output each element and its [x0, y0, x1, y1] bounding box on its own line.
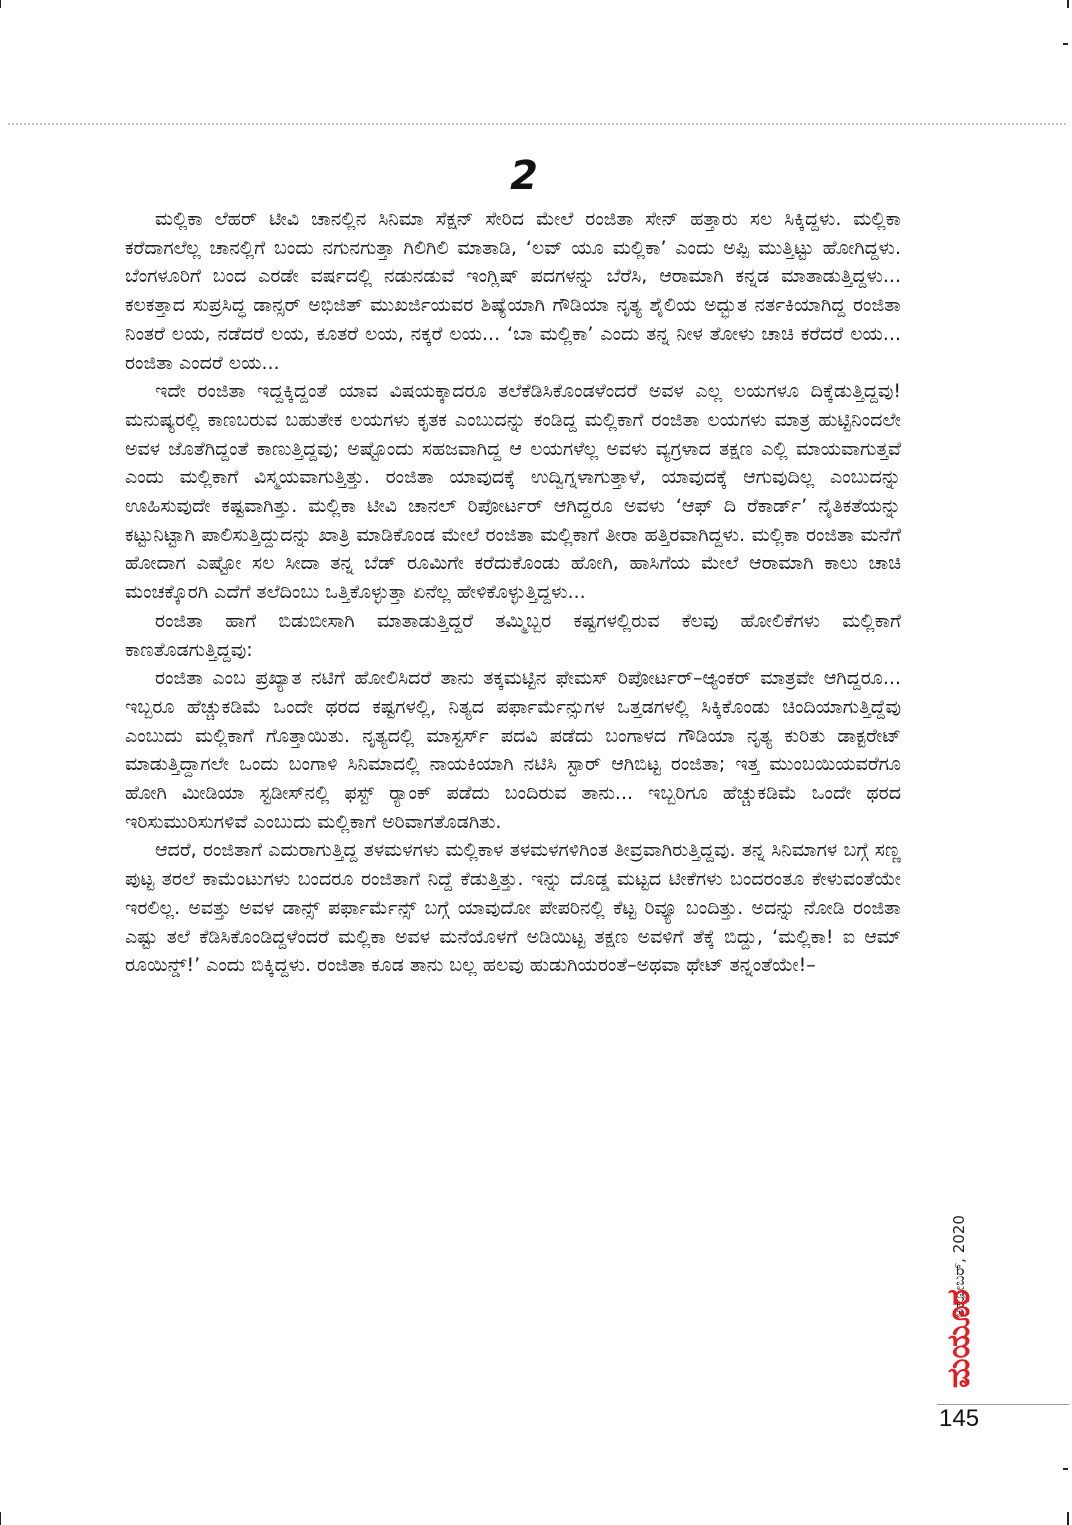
crop-mark — [1067, 1512, 1069, 1525]
issue-date-text: ಅಕ್ಟೋಬರ್, 2020 — [950, 1215, 968, 1318]
paragraph: ರಂಜಿತಾ ಹಾಗೆ ಬಿಡುಬೀಸಾಗಿ ಮಾತಾಡುತ್ತಿದ್ದರೆ ತಮ್ಮಿಬ್ಬರ ಕಷ್ಟಗಳಲ್ಲಿರುವ ಕೆಲವು ಹೋಲಿಕೆಗಳು ಮಲ್ಲಿಕಾಗೆ ಕಾಣತೊಡಗುತ್ತಿದ್ದವು: — [125, 609, 901, 661]
crop-mark — [0, 1512, 1, 1525]
magazine-name: ಮಯೂರ — [941, 1289, 977, 1388]
crop-mark — [1063, 1468, 1068, 1470]
header-dotted-rule — [8, 123, 1066, 125]
paragraph: ಮಲ್ಲಿಕಾ ಲೆಹರ್ ಟೀವಿ ಚಾನಲ್ಲಿನ ಸಿನಿಮಾ ಸೆಕ್ಷನ್ ಸೇರಿದ ಮೇಲೆ ರಂಜಿತಾ ಸೇನ್ ಹತ್ತಾರು ಸಲ ಸಿಕ್ಕಿದ್ದಳು. ಮಲ್ಲಿಕಾ ಕರೆದಾಗಲೆಲ್ಲ ಚಾನಲ್ಲಿಗೆ ಬಂದು ನಗುನಗುತ್ತಾ ಗಿಲಿಗಿಲಿ ಮಾತಾಡಿ, ‘ಲವ್ ಯೂ ಮಲ್ಲಿಕಾ’ ಎಂದು ಅಪ್ಪಿ ಮುತ್ತಿಟ್ಟು ಹೋಗಿದ್ದಳು. ಬೆಂಗಳೂರಿಗೆ ಬಂದ ಎರಡೇ ವರ್ಷದಲ್ಲಿ ನಡುನಡುವೆ ಇಂಗ್ಲಿಷ್ ಪದಗಳನ್ನು ಬೆರೆಸಿ, ಆರಾಮಾಗಿ ಕನ್ನಡ ಮಾತಾಡುತ್ತಿದ್ದಳು... ಕಲಕತ್ತಾದ ಸುಪ್ರಸಿದ್ಧ ಡಾನ್ಸರ್ ಅಭಿಜಿತ್ ಮುಖರ್ಜಿಯವರ ಶಿಷ್ಯೆಯಾಗಿ ಗೌಡಿಯಾ ನೃತ್ಯ ಶೈಲಿಯ ಅದ್ಭುತ ನರ್ತಕಿಯಾಗಿದ್ದ ರಂಜಿತಾ ನಿಂತರೆ ಲಯ, ನಡೆದರೆ ಲಯ, ಕೂತರೆ ಲಯ, ನಕ್ಕರೆ ಲಯ... ‘ಬಾ ಮಲ್ಲಿಕಾ’ ಎಂದು ತನ್ನ ನೀಳ ತೋಳು ಚಾಚಿ ಕರೆದರೆ ಲಯ... ರಂಜಿತಾ ಎಂದರೆ ಲಯ... — [125, 208, 901, 374]
crop-mark — [0, 0, 1, 8]
crop-mark — [1067, 0, 1069, 8]
crop-mark — [1063, 43, 1068, 45]
chapter-number: 2 — [510, 153, 538, 199]
paragraph: ರಂಜಿತಾ ಎಂಬ ಪ್ರಖ್ಯಾತ ನಟಿಗೆ ಹೋಲಿಸಿದರೆ ತಾನು ತಕ್ಕಮಟ್ಟಿನ ಫೇಮಸ್ ರಿಪೋರ್ಟರ್–ಆ್ಯಂಕರ್ ಮಾತ್ರವೇ ಆಗಿದ್ದರೂ... ಇಬ್ಬರೂ ಹೆಚ್ಚುಕಡಿಮೆ ಒಂದೇ ಥರದ ಕಷ್ಟಗಳಲ್ಲಿ, ನಿತ್ಯದ ಪರ್ಫಾರ್ಮೆನ್ಸುಗಳ ಒತ್ತಡಗಳಲ್ಲಿ ಸಿಕ್ಕಿಕೊಂಡು ಚಿಂದಿಯಾಗುತ್ತಿದ್ದೆವು ಎಂಬುದು ಮಲ್ಲಿಕಾಗೆ ಗೊತ್ತಾಯಿತು. ನೃತ್ಯದಲ್ಲಿ ಮಾಸ್ಟರ್ಸ್ ಪದವಿ ಪಡೆದು ಬಂಗಾಳದ ಗೌಡಿಯಾ ನೃತ್ಯ ಕುರಿತು ಡಾಕ್ಟರೇಟ್ ಮಾಡುತ್ತಿದ್ದಾಗಲೇ ಒಂದು ಬಂಗಾಳಿ ಸಿನಿಮಾದಲ್ಲಿ ನಾಯಕಿಯಾಗಿ ನಟಿಸಿ ಸ್ಟಾರ್ ಆಗಿಬಿಟ್ಟ ರಂಜಿತಾ; ಇತ್ತ ಮುಂಬಯಿಯವರೆಗೂ ಹೋಗಿ ಮೀಡಿಯಾ ಸ್ಟಡೀಸ್‌ನಲ್ಲಿ ಫಸ್ಟ್ ರ‍್ಯಾಂಕ್ ಪಡೆದು ಬಂದಿರುವ ತಾನು... ಇಬ್ಬರಿಗೂ ಹೆಚ್ಚುಕಡಿಮೆ ಒಂದೇ ಥರದ ಇರಿಸುಮುರಿಸುಗಳಿವೆ ಎಂಬುದು ಮಲ್ಲಿಕಾಗೆ ಅರಿವಾಗತೊಡಗಿತು. — [125, 667, 901, 833]
paragraph: ಆದರೆ, ರಂಜಿತಾಗೆ ಎದುರಾಗುತ್ತಿದ್ದ ತಳಮಳಗಳು ಮಲ್ಲಿಕಾಳ ತಳಮಳಗಳಿಗಿಂತ ತೀವ್ರವಾಗಿರುತ್ತಿದ್ದವು. ತನ್ನ ಸಿನಿಮಾಗಳ ಬಗ್ಗೆ ಸಣ್ಣ ಪುಟ್ಟ ತರಲೆ ಕಾಮೆಂಟುಗಳು ಬಂದರೂ ರಂಜಿತಾಗೆ ನಿದ್ದೆ ಕೆಡುತ್ತಿತ್ತು. ಇನ್ನು ದೊಡ್ಡ ಮಟ್ಟದ ಟೀಕೆಗಳು ಬಂದರಂತೂ ಕೇಳುವಂತೆಯೇ ಇರಲಿಲ್ಲ. ಅವತ್ತು ಅವಳ ಡಾನ್ಸ್ ಪರ್ಫಾರ್ಮೆನ್ಸ್ ಬಗ್ಗೆ ಯಾವುದೋ ಪೇಪರಿನಲ್ಲಿ ಕೆಟ್ಟ ರಿವ್ಯೂ ಬಂದಿತ್ತು. ಅದನ್ನು ನೋಡಿ ರಂಜಿತಾ ಎಷ್ಟು ತಲೆ ಕೆಡಿಸಿಕೊಂಡಿದ್ದಳೆಂದರೆ ಮಲ್ಲಿಕಾ ಅವಳ ಮನೆಯೊಳಗೆ ಅಡಿಯಿಟ್ಟ ತಕ್ಷಣ ಅವಳಿಗೆ ತೆಕ್ಕೆ ಬಿದ್ದು, ‘ಮಲ್ಲಿಕಾ! ಐ ಆಮ್ ರೂಯಿನ್ಡ್!’ ಎಂದು ಬಿಕ್ಕಿದ್ದಳು. ರಂಜಿತಾ ಕೂಡ ತಾನು ಬಲ್ಲ ಹಲವು ಹುಡುಗಿಯರಂತೆ–ಅಥವಾ ಥೇಟ್ ತನ್ನಂತೆಯೇ!– — [125, 839, 901, 977]
paragraph: ಇದೇ ರಂಜಿತಾ ಇದ್ದಕ್ಕಿದ್ದಂತೆ ಯಾವ ವಿಷಯಕ್ಕಾದರೂ ತಲೆಕೆಡಿಸಿಕೊಂಡಳೆಂದರೆ ಅವಳ ಎಲ್ಲ ಲಯಗಳೂ ದಿಕ್ಕೆಡುತ್ತಿದ್ದವು! ಮನುಷ್ಯರಲ್ಲಿ ಕಾಣಬರುವ ಬಹುತೇಕ ಲಯಗಳು ಕೃತಕ ಎಂಬುದನ್ನು ಕಂಡಿದ್ದ ಮಲ್ಲಿಕಾಗೆ ರಂಜಿತಾ ಲಯಗಳು ಮಾತ್ರ ಹುಟ್ಟಿನಿಂದಲೇ ಅವಳ ಜೊತೆಗಿದ್ದಂತೆ ಕಾಣುತ್ತಿದ್ದವು; ಅಷ್ಟೊಂದು ಸಹಜವಾಗಿದ್ದ ಆ ಲಯಗಳೆಲ್ಲ ಅವಳು ವ್ಯಗ್ರಳಾದ ತಕ್ಷಣ ಎಲ್ಲಿ ಮಾಯವಾಗುತ್ತವೆ ಎಂದು ಮಲ್ಲಿಕಾಗೆ ವಿಸ್ಮಯವಾಗುತ್ತಿತ್ತು. ರಂಜಿತಾ ಯಾವುದಕ್ಕೆ ಉದ್ವಿಗ್ನಳಾಗುತ್ತಾಳೆ, ಯಾವುದಕ್ಕೆ ಆಗುವುದಿಲ್ಲ ಎಂಬುದನ್ನು ಊಹಿಸುವುದೇ ಕಷ್ಟವಾಗಿತ್ತು. ಮಲ್ಲಿಕಾ ಟೀವಿ ಚಾನಲ್ ರಿಪೋರ್ಟರ್ ಆಗಿದ್ದರೂ ಅವಳು ‘ಆಫ್ ದಿ ರೆಕಾರ್ಡ್’ ನೈತಿಕತೆಯನ್ನು ಕಟ್ಟುನಿಟ್ಟಾಗಿ ಪಾಲಿಸುತ್ತಿದ್ದುದನ್ನು ಖಾತ್ರಿ ಮಾಡಿಕೊಂಡ ಮೇಲೆ ರಂಜಿತಾ ಮಲ್ಲಿಕಾಗೆ ತೀರಾ ಹತ್ತಿರವಾಗಿದ್ದಳು. ಮಲ್ಲಿಕಾ ರಂಜಿತಾ ಮನೆಗೆ ಹೋದಾಗ ಎಷ್ಟೋ ಸಲ ಸೀದಾ ತನ್ನ ಬೆಡ್ ರೂಮಿಗೇ ಕರೆದುಕೊಂಡು ಹೋಗಿ, ಹಾಸಿಗೆಯ ಮೇಲೆ ಆರಾಮಾಗಿ ಕಾಲು ಚಾಚಿ ಮಂಚಕ್ಕೊರಗಿ ಎದೆಗೆ ತಲೆದಿಂಬು ಒತ್ತಿಕೊಳ್ಳುತ್ತಾ ಏನೆಲ್ಲ ಹೇಳಿಕೊಳ್ಳುತ್ತಿದ್ದಳು... — [125, 380, 901, 604]
article-body — [125, 205, 901, 980]
page-number: 145 — [939, 1405, 980, 1432]
